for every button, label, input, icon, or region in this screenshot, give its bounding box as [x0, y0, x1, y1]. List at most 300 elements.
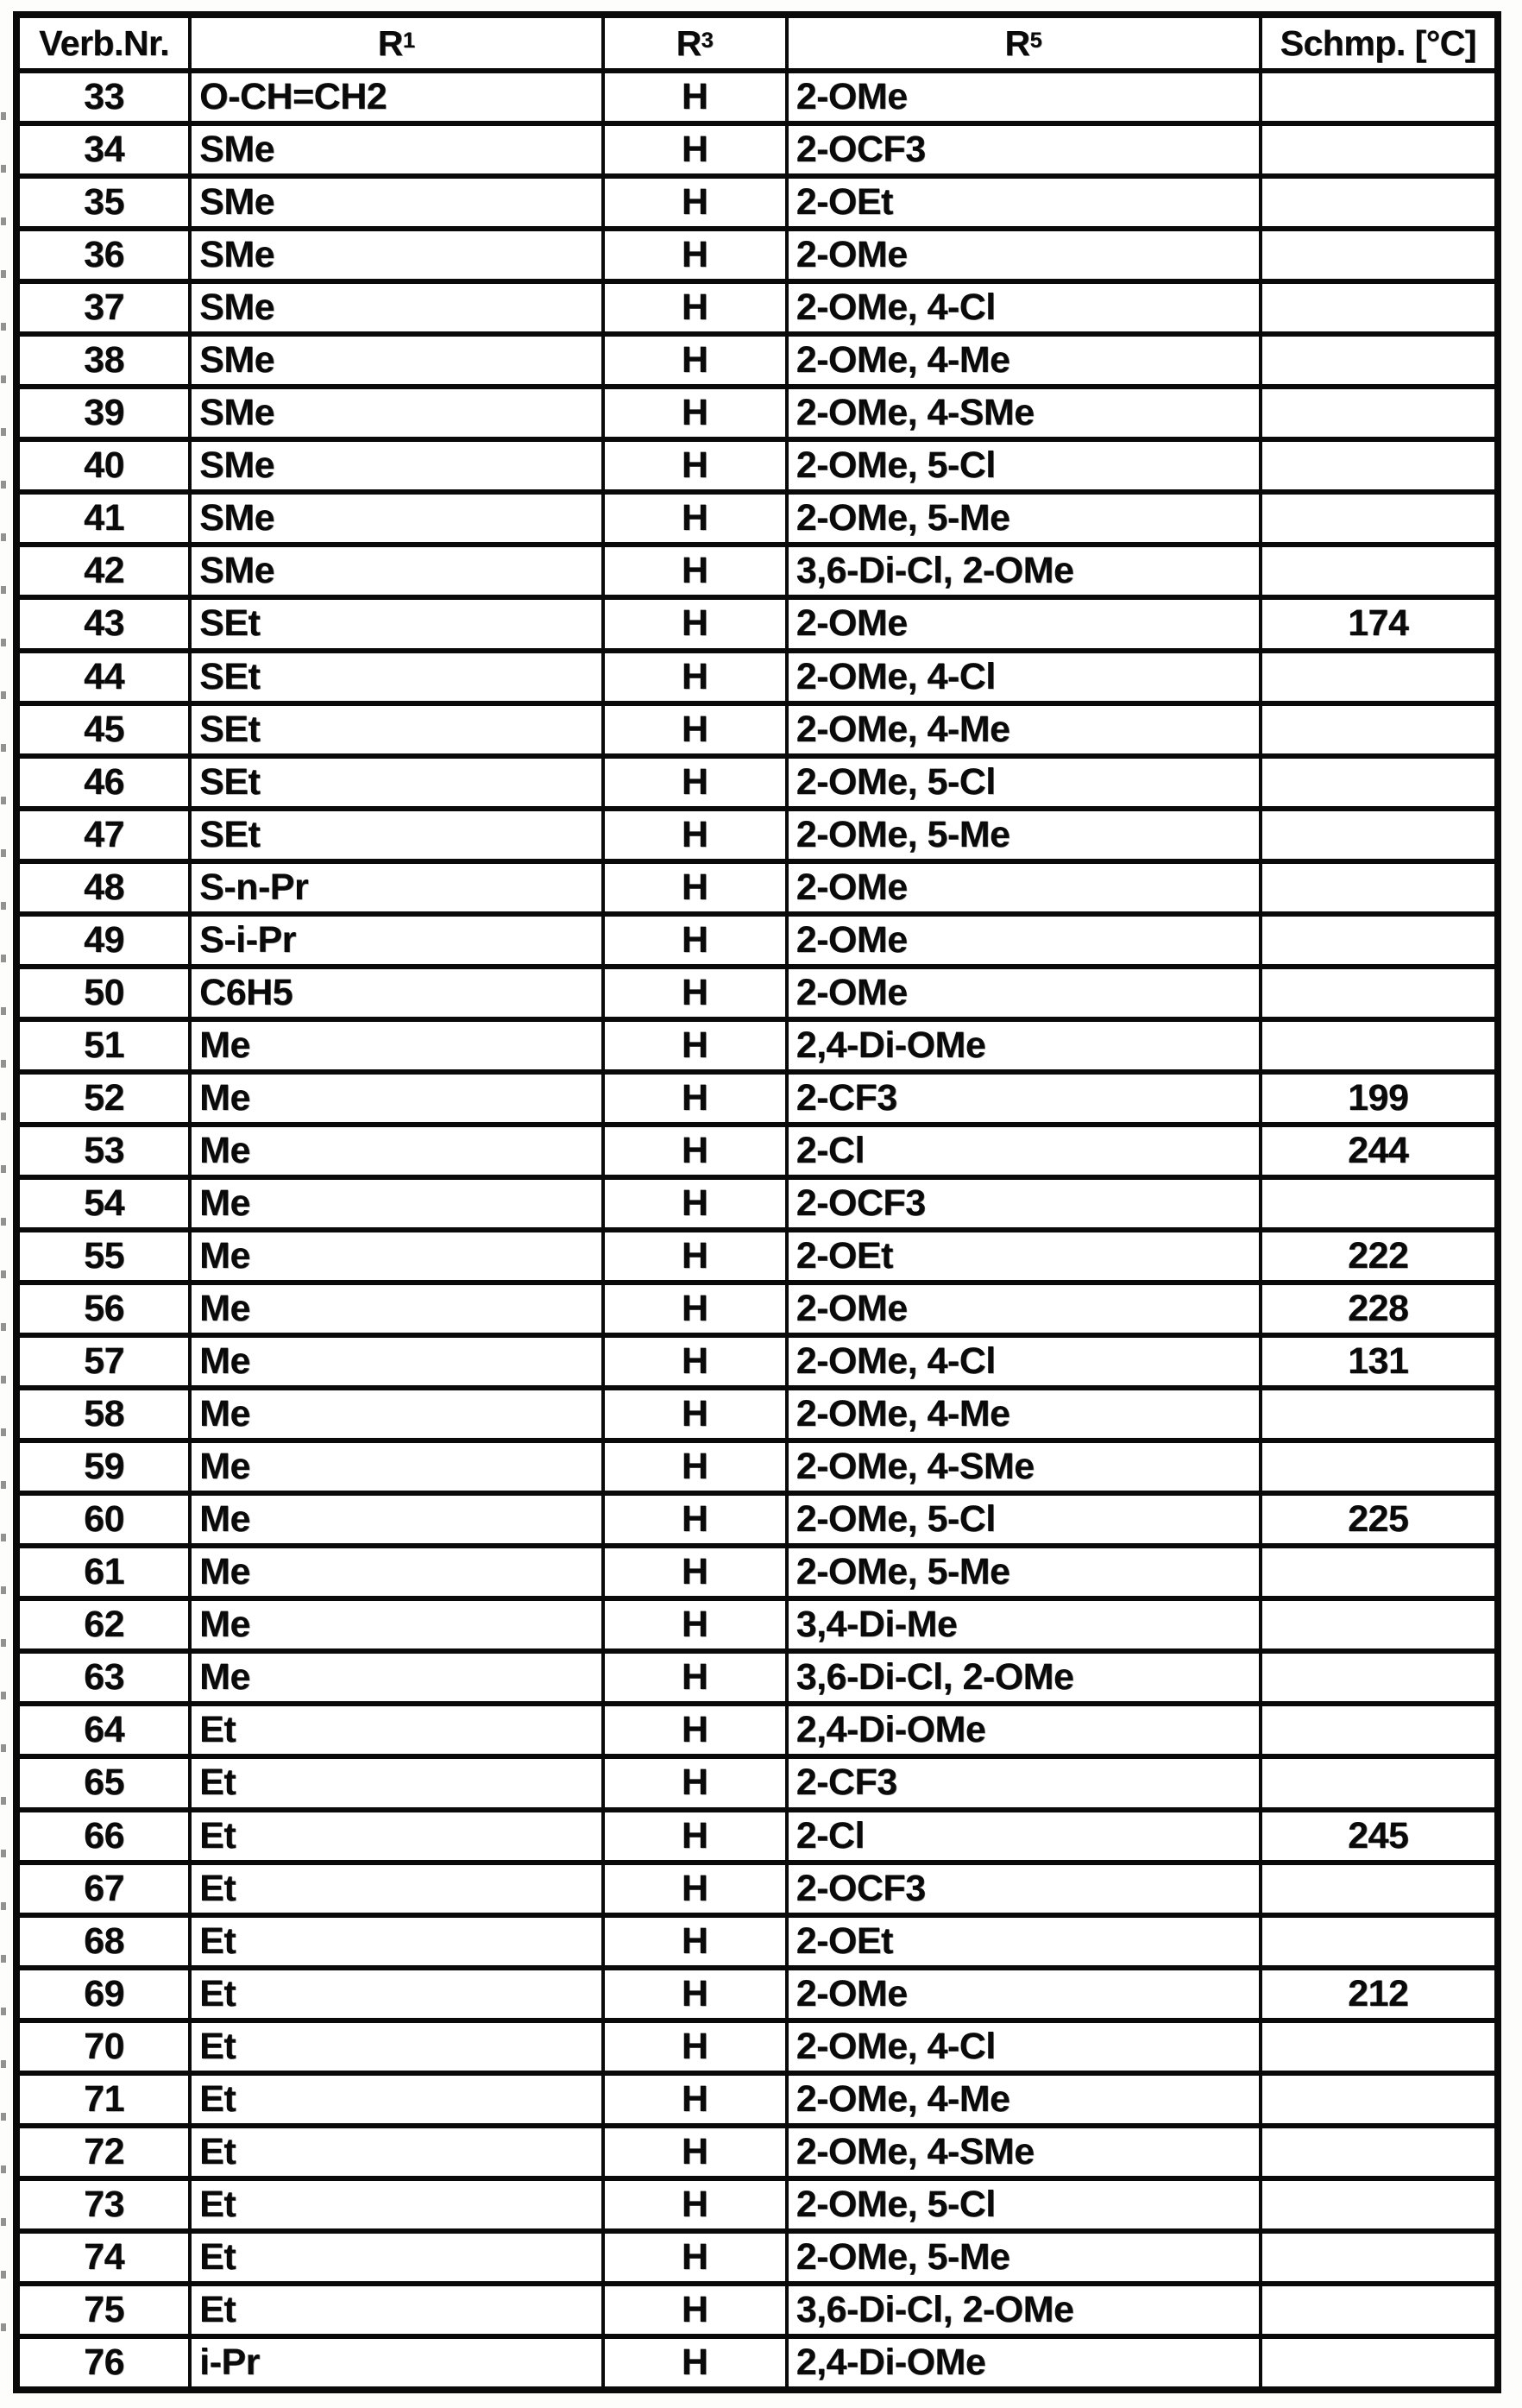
cell-nr: [20, 1227, 188, 1280]
cell-text: 222: [1348, 1235, 1409, 1277]
cell-r1: [188, 1543, 601, 1596]
cell-schmp: [1259, 753, 1494, 806]
cell-schmp: [1259, 2123, 1494, 2176]
cell-r1: [188, 806, 601, 859]
cell-text: Me: [199, 1393, 250, 1435]
cell-text: O-CH=CH2: [199, 76, 387, 118]
cell-r5: [785, 1860, 1259, 1913]
cell-text: H: [681, 760, 708, 803]
cell-r5: [785, 1965, 1259, 2018]
cell-r1: [188, 1913, 601, 1965]
column-header-r1: [188, 18, 601, 68]
cell-r3: [601, 964, 785, 1017]
cell-text: 2-OMe: [796, 602, 908, 645]
cell-r3: [601, 1543, 785, 1596]
cell-text: H: [681, 2183, 708, 2225]
cell-r3: [601, 489, 785, 542]
cell-r5: [785, 2281, 1259, 2334]
cell-text: 2-Cl: [796, 1129, 865, 1171]
cell-text: 131: [1348, 1340, 1409, 1383]
cell-r3: [601, 1648, 785, 1701]
cell-r5: [785, 1701, 1259, 1754]
cell-nr: [20, 1754, 188, 1806]
cell-text: H: [681, 1288, 708, 1330]
cell-text: 3,6-Di-Cl, 2-OMe: [796, 2288, 1074, 2330]
cell-text: 37: [84, 287, 124, 329]
cell-r1: [188, 1175, 601, 1227]
cell-text: SEt: [199, 708, 261, 750]
cell-r1: [188, 1596, 601, 1648]
cell-r1: [188, 1069, 601, 1122]
cell-r3: [601, 2176, 785, 2228]
cell-schmp: [1259, 1807, 1494, 1860]
cell-text: 59: [84, 1446, 124, 1488]
cell-nr: [20, 964, 188, 1017]
cell-r5: [785, 753, 1259, 806]
cell-text: 66: [84, 1814, 124, 1856]
cell-schmp: [1259, 1227, 1494, 1280]
cell-r5: [785, 2018, 1259, 2071]
cell-text: 2-OEt: [796, 1235, 893, 1277]
cell-text: SMe: [199, 234, 275, 276]
cell-nr: [20, 1385, 188, 1438]
cell-text: Me: [199, 1129, 250, 1171]
cell-nr: [20, 542, 188, 595]
cell-r5: [785, 964, 1259, 1017]
cell-schmp: [1259, 859, 1494, 911]
cell-text: 74: [84, 2235, 124, 2278]
cell-text: Me: [199, 1656, 250, 1699]
cell-text: 45: [84, 708, 124, 750]
cell-text: 2-OMe: [796, 1288, 908, 1330]
cell-text: SMe: [199, 497, 275, 539]
cell-text: C6H5: [199, 971, 293, 1013]
cell-text: 35: [84, 181, 124, 224]
cell-r3: [601, 1438, 785, 1491]
cell-r5: [785, 2123, 1259, 2176]
cell-text: H: [681, 1340, 708, 1383]
cell-r5: [785, 1913, 1259, 1965]
cell-schmp: [1259, 1596, 1494, 1648]
cell-r1: [188, 437, 601, 489]
cell-r1: [188, 753, 601, 806]
cell-r3: [601, 384, 785, 437]
cell-text: 2-OMe, 4-Me: [796, 708, 1010, 750]
cell-schmp: [1259, 1280, 1494, 1333]
cell-r5: [785, 173, 1259, 226]
cell-r5: [785, 542, 1259, 595]
cell-text: 62: [84, 1604, 124, 1646]
cell-schmp: [1259, 384, 1494, 437]
cell-text: H: [681, 1551, 708, 1593]
cell-schmp: [1259, 1491, 1494, 1543]
cell-nr: [20, 1965, 188, 2018]
cell-schmp: [1259, 173, 1494, 226]
cell-nr: [20, 648, 188, 701]
cell-r1: [188, 1754, 601, 1806]
cell-text: H: [681, 918, 708, 961]
cell-r5: [785, 1017, 1259, 1069]
cell-text: 2-OMe, 4-SMe: [796, 392, 1035, 434]
cell-text: 68: [84, 1919, 124, 1962]
cell-r1: [188, 964, 601, 1017]
cell-r5: [785, 68, 1259, 121]
cell-text: 245: [1348, 1814, 1409, 1856]
cell-r1: [188, 542, 601, 595]
cell-nr: [20, 173, 188, 226]
cell-r1: [188, 1807, 601, 1860]
cell-schmp: [1259, 1017, 1494, 1069]
cell-text: 65: [84, 1762, 124, 1804]
cell-r3: [601, 2334, 785, 2386]
cell-text: 56: [84, 1288, 124, 1330]
cell-text: H: [681, 1709, 708, 1751]
cell-r1: [188, 595, 601, 647]
cell-r1: [188, 384, 601, 437]
cell-r3: [601, 1860, 785, 1913]
cell-text: H: [681, 76, 708, 118]
cell-text: 50: [84, 971, 124, 1013]
cell-text: 2-OMe: [796, 234, 908, 276]
cell-nr: [20, 806, 188, 859]
cell-r3: [601, 911, 785, 964]
cell-text: 228: [1348, 1288, 1409, 1330]
cell-text: 2-OMe, 5-Me: [796, 2235, 1010, 2278]
column-header-nr: [20, 18, 188, 68]
cell-r3: [601, 1965, 785, 2018]
cell-text: Et: [199, 1814, 236, 1856]
cell-r1: [188, 1701, 601, 1754]
cell-text: 2-OEt: [796, 181, 893, 224]
cell-r3: [601, 1122, 785, 1175]
cell-r3: [601, 753, 785, 806]
cell-r5: [785, 279, 1259, 331]
cell-text: Et: [199, 1867, 236, 1909]
cell-text: 61: [84, 1551, 124, 1593]
cell-text: 51: [84, 1024, 124, 1066]
cell-r5: [785, 1648, 1259, 1701]
cell-text: 2-OMe: [796, 866, 908, 908]
cell-text: 71: [84, 2077, 124, 2120]
cell-text: 2-OCF3: [796, 1182, 926, 1224]
cell-text: 2-OMe, 5-Cl: [796, 760, 996, 803]
cell-nr: [20, 1017, 188, 1069]
cell-text: Et: [199, 1762, 236, 1804]
cell-r5: [785, 437, 1259, 489]
cell-nr: [20, 1122, 188, 1175]
cell-r3: [601, 1280, 785, 1333]
cell-schmp: [1259, 2018, 1494, 2071]
cell-text: H: [681, 2341, 708, 2383]
cell-nr: [20, 1069, 188, 1122]
cell-text: H: [681, 2025, 708, 2067]
column-header-subscript: 1: [402, 28, 416, 53]
cell-text: H: [681, 655, 708, 697]
cell-r3: [601, 648, 785, 701]
cell-text: 174: [1348, 602, 1409, 645]
cell-r5: [785, 1807, 1259, 1860]
cell-schmp: [1259, 226, 1494, 279]
cell-r3: [601, 2281, 785, 2334]
cell-nr: [20, 1491, 188, 1543]
cell-nr: [20, 2334, 188, 2386]
cell-schmp: [1259, 2228, 1494, 2281]
cell-r3: [601, 1807, 785, 1860]
cell-schmp: [1259, 1913, 1494, 1965]
cell-r3: [601, 2123, 785, 2176]
cell-text: i-Pr: [199, 2341, 260, 2383]
cell-text: 244: [1348, 1129, 1409, 1171]
cell-text: H: [681, 1446, 708, 1488]
cell-text: 2-OMe, 5-Me: [796, 1551, 1010, 1593]
cell-text: Me: [199, 1446, 250, 1488]
cell-nr: [20, 1280, 188, 1333]
cell-text: Me: [199, 1498, 250, 1541]
cell-text: 2-OMe, 4-Me: [796, 1393, 1010, 1435]
cell-text: 33: [84, 76, 124, 118]
cell-r3: [601, 1227, 785, 1280]
cell-schmp: [1259, 1069, 1494, 1122]
cell-text: 2-OMe, 5-Me: [796, 497, 1010, 539]
cell-r5: [785, 859, 1259, 911]
cell-text: Me: [199, 1182, 250, 1224]
cell-text: 2-OCF3: [796, 1867, 926, 1909]
column-header-schmp: [1259, 18, 1494, 68]
cell-text: SMe: [199, 287, 275, 329]
cell-r5: [785, 701, 1259, 753]
cell-nr: [20, 753, 188, 806]
cell-text: SMe: [199, 129, 275, 171]
cell-r5: [785, 2176, 1259, 2228]
cell-nr: [20, 911, 188, 964]
cell-text: 46: [84, 760, 124, 803]
cell-text: H: [681, 339, 708, 381]
cell-text: 57: [84, 1340, 124, 1383]
cell-text: 48: [84, 866, 124, 908]
cell-text: SMe: [199, 392, 275, 434]
cell-r5: [785, 1280, 1259, 1333]
cell-r3: [601, 1913, 785, 1965]
cell-r5: [785, 226, 1259, 279]
cell-text: H: [681, 392, 708, 434]
cell-r5: [785, 331, 1259, 384]
cell-text: 55: [84, 1235, 124, 1277]
cell-r1: [188, 648, 601, 701]
cell-schmp: [1259, 279, 1494, 331]
column-header-r5: [785, 18, 1259, 68]
cell-r1: [188, 911, 601, 964]
cell-text: H: [681, 1972, 708, 2014]
cell-r3: [601, 1385, 785, 1438]
cell-r5: [785, 1069, 1259, 1122]
compound-table: [13, 11, 1501, 2393]
cell-text: H: [681, 181, 708, 224]
cell-text: H: [681, 1762, 708, 1804]
cell-text: 67: [84, 1867, 124, 1909]
cell-schmp: [1259, 2071, 1494, 2123]
column-header-label: R: [1004, 23, 1030, 63]
cell-text: H: [681, 2235, 708, 2278]
cell-schmp: [1259, 1438, 1494, 1491]
cell-nr: [20, 2281, 188, 2334]
cell-r1: [188, 68, 601, 121]
cell-text: 2-OMe, 5-Cl: [796, 2183, 996, 2225]
cell-r3: [601, 1596, 785, 1648]
cell-text: H: [681, 1129, 708, 1171]
cell-r1: [188, 2334, 601, 2386]
cell-text: 36: [84, 234, 124, 276]
cell-text: SEt: [199, 813, 261, 855]
cell-text: 2-OMe, 4-Cl: [796, 2025, 996, 2067]
cell-r1: [188, 701, 601, 753]
cell-schmp: [1259, 964, 1494, 1017]
cell-text: H: [681, 2077, 708, 2120]
cell-text: 47: [84, 813, 124, 855]
cell-text: SEt: [199, 602, 261, 645]
cell-text: H: [681, 971, 708, 1013]
cell-r3: [601, 68, 785, 121]
cell-text: 69: [84, 1972, 124, 2014]
cell-text: 2-OMe, 4-SMe: [796, 1446, 1035, 1488]
cell-schmp: [1259, 331, 1494, 384]
cell-nr: [20, 68, 188, 121]
cell-text: 2-CF3: [796, 1762, 897, 1804]
cell-nr: [20, 1596, 188, 1648]
cell-r1: [188, 1227, 601, 1280]
cell-text: 54: [84, 1182, 124, 1224]
cell-r1: [188, 2176, 601, 2228]
cell-nr: [20, 2123, 188, 2176]
cell-nr: [20, 489, 188, 542]
cell-text: 38: [84, 339, 124, 381]
cell-text: 43: [84, 602, 124, 645]
cell-r1: [188, 226, 601, 279]
cell-r3: [601, 226, 785, 279]
cell-schmp: [1259, 542, 1494, 595]
cell-r3: [601, 1754, 785, 1806]
cell-r1: [188, 2281, 601, 2334]
cell-r3: [601, 1491, 785, 1543]
cell-text: 49: [84, 918, 124, 961]
cell-text: Et: [199, 1919, 236, 1962]
cell-text: 2-CF3: [796, 1076, 897, 1119]
cell-r1: [188, 279, 601, 331]
cell-r3: [601, 1017, 785, 1069]
cell-text: 3,6-Di-Cl, 2-OMe: [796, 550, 1074, 592]
cell-nr: [20, 1648, 188, 1701]
cell-text: S-i-Pr: [199, 918, 296, 961]
cell-r3: [601, 859, 785, 911]
cell-r3: [601, 279, 785, 331]
cell-text: H: [681, 287, 708, 329]
cell-nr: [20, 2176, 188, 2228]
cell-text: 2-OCF3: [796, 129, 926, 171]
cell-text: H: [681, 708, 708, 750]
cell-text: Me: [199, 1235, 250, 1277]
cell-r1: [188, 121, 601, 173]
cell-text: Et: [199, 2183, 236, 2225]
cell-schmp: [1259, 1754, 1494, 1806]
cell-r5: [785, 121, 1259, 173]
cell-schmp: [1259, 2334, 1494, 2386]
cell-r5: [785, 384, 1259, 437]
cell-text: H: [681, 1656, 708, 1699]
cell-text: SEt: [199, 760, 261, 803]
cell-r5: [785, 806, 1259, 859]
cell-text: 2-Cl: [796, 1814, 865, 1856]
cell-text: 2-OMe, 4-Cl: [796, 1340, 996, 1383]
cell-r5: [785, 2071, 1259, 2123]
cell-nr: [20, 384, 188, 437]
column-header-r3: [601, 18, 785, 68]
cell-r3: [601, 121, 785, 173]
cell-r5: [785, 911, 1259, 964]
cell-r3: [601, 595, 785, 647]
cell-schmp: [1259, 1648, 1494, 1701]
column-header-label: R: [676, 23, 701, 63]
cell-text: Me: [199, 1024, 250, 1066]
cell-schmp: [1259, 806, 1494, 859]
cell-text: 2,4-Di-OMe: [796, 1024, 986, 1066]
cell-schmp: [1259, 437, 1494, 489]
cell-text: 2-OMe, 4-Cl: [796, 655, 996, 697]
cell-text: 2,4-Di-OMe: [796, 1709, 986, 1751]
cell-text: H: [681, 1024, 708, 1066]
cell-text: H: [681, 1393, 708, 1435]
cell-text: Et: [199, 2077, 236, 2120]
cell-text: H: [681, 1076, 708, 1119]
cell-text: H: [681, 1867, 708, 1909]
cell-nr: [20, 2228, 188, 2281]
cell-schmp: [1259, 489, 1494, 542]
cell-r3: [601, 2071, 785, 2123]
cell-r5: [785, 1596, 1259, 1648]
cell-schmp: [1259, 701, 1494, 753]
cell-r5: [785, 648, 1259, 701]
cell-r1: [188, 2228, 601, 2281]
cell-text: H: [681, 2288, 708, 2330]
cell-r1: [188, 1491, 601, 1543]
cell-text: Me: [199, 1076, 250, 1119]
cell-text: S-n-Pr: [199, 866, 309, 908]
cell-nr: [20, 437, 188, 489]
cell-schmp: [1259, 911, 1494, 964]
cell-text: 2-OMe, 5-Cl: [796, 444, 996, 487]
cell-r5: [785, 1543, 1259, 1596]
cell-text: SMe: [199, 444, 275, 487]
cell-r5: [785, 1491, 1259, 1543]
cell-r5: [785, 2228, 1259, 2281]
cell-text: H: [681, 602, 708, 645]
cell-text: 2-OMe: [796, 971, 908, 1013]
cell-nr: [20, 701, 188, 753]
column-header-subscript: 3: [701, 28, 714, 53]
cell-text: SMe: [199, 550, 275, 592]
cell-r1: [188, 1385, 601, 1438]
cell-r3: [601, 1069, 785, 1122]
cell-text: 2-OEt: [796, 1919, 893, 1962]
cell-r5: [785, 1122, 1259, 1175]
cell-r3: [601, 173, 785, 226]
cell-r1: [188, 1280, 601, 1333]
cell-text: 60: [84, 1498, 124, 1541]
cell-text: H: [681, 1182, 708, 1224]
cell-text: 63: [84, 1656, 124, 1699]
cell-text: Et: [199, 2288, 236, 2330]
cell-r1: [188, 1965, 601, 2018]
cell-nr: [20, 121, 188, 173]
cell-r5: [785, 1333, 1259, 1385]
